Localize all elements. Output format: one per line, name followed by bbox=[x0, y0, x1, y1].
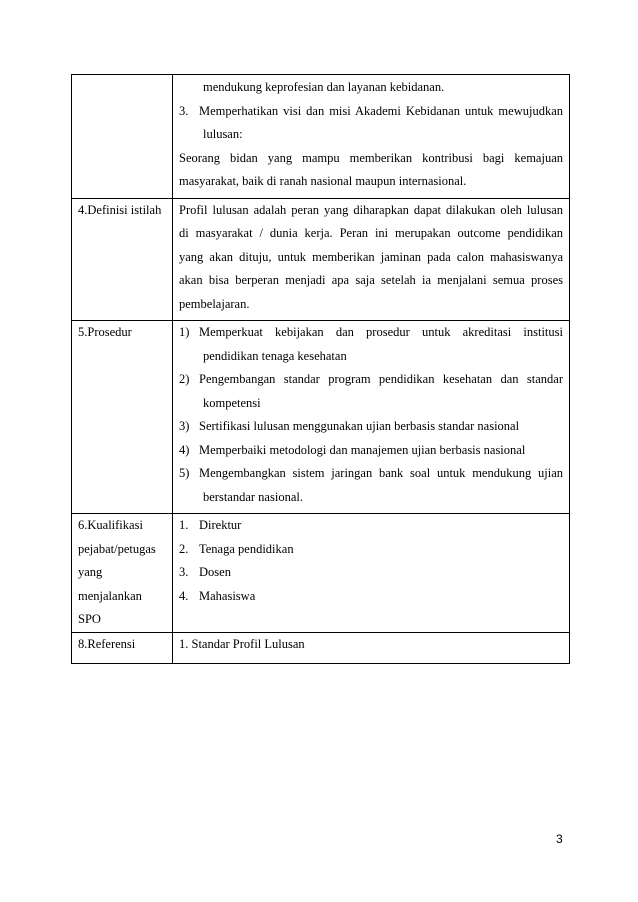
statement-line: Seorang bidan yang mampu memberikan kontribusi bagi kemajuan bbox=[179, 150, 563, 165]
paragraph-line: pembelajaran. bbox=[179, 296, 250, 311]
label-cell bbox=[72, 321, 173, 514]
list-text: Mengembangkan sistem jaringan bank soal untuk mendukung ujian bbox=[199, 466, 563, 480]
table-row-prosedur bbox=[72, 321, 570, 514]
label-cell bbox=[72, 198, 173, 321]
paragraph-line: akan bisa berperan menjadi apa saja setelah ia menjalani semua proses bbox=[179, 273, 563, 287]
list-text-continuation: kompetensi bbox=[203, 395, 261, 410]
list-text: Memperkuat kebijakan dan prosedur untuk akreditasi institusi bbox=[199, 325, 563, 339]
list-item bbox=[179, 321, 563, 345]
row-label: 6.Kualifikasi bbox=[78, 518, 143, 532]
list-number: 2. bbox=[179, 541, 189, 556]
list-number: 2) bbox=[179, 372, 190, 386]
row-label: SPO bbox=[78, 612, 101, 626]
continuation-line: mendukung keprofesian dan layanan kebidanan. bbox=[203, 80, 445, 94]
label-cell bbox=[72, 632, 173, 663]
reference-line: 1. Standar Profil Lulusan bbox=[179, 636, 305, 651]
content-cell-definisi bbox=[173, 198, 570, 321]
list-number: 1) bbox=[179, 325, 190, 339]
label-cell-empty bbox=[72, 75, 173, 199]
list-number: 1. bbox=[179, 518, 189, 532]
table-row-kualifikasi bbox=[72, 514, 570, 633]
list-item bbox=[179, 538, 563, 562]
list-text: Sertifikasi lulusan menggunakan ujian berbasis standar nasional bbox=[199, 419, 520, 433]
statement-line: masyarakat, baik di ranah nasional maupun internasional. bbox=[179, 174, 467, 188]
table-row-definisi bbox=[72, 198, 570, 321]
page-number: 3 bbox=[556, 832, 563, 846]
row-label: 8.Referensi bbox=[78, 636, 136, 651]
row-label: yang bbox=[78, 565, 103, 579]
list-item bbox=[179, 514, 563, 538]
list-text: Dosen bbox=[199, 565, 231, 579]
list-number: 4) bbox=[179, 442, 190, 457]
list-item bbox=[179, 100, 563, 124]
list-item bbox=[179, 561, 563, 585]
label-cell bbox=[72, 514, 173, 633]
content-cell-referensi bbox=[173, 632, 570, 663]
list-text-continuation: lulusan: bbox=[203, 127, 243, 141]
list-item bbox=[179, 439, 563, 463]
list-number: 5) bbox=[179, 466, 190, 480]
list-number: 3) bbox=[179, 419, 190, 433]
list-text: Direktur bbox=[199, 518, 242, 532]
row-label: 4.Definisi istilah bbox=[78, 202, 162, 217]
list-number: 3. bbox=[179, 565, 189, 579]
list-text: Pengembangan standar program pendidikan kesehatan dan standar bbox=[199, 372, 563, 386]
list-number: 4. bbox=[179, 588, 189, 603]
paragraph-line: yang akan dituju, untuk memberikan jaminan pada calon mahasiswanya bbox=[179, 249, 563, 264]
table-row-referensi bbox=[72, 632, 570, 663]
row-label: menjalankan bbox=[78, 588, 142, 603]
list-text: Memperbaiki metodologi dan manajemen ujian berbasis nasional bbox=[199, 442, 526, 457]
paragraph-line: Profil lulusan adalah peran yang diharapkan dapat dilakukan oleh lulusan bbox=[179, 202, 563, 217]
list-item bbox=[179, 462, 563, 486]
list-text: Tenaga pendidikan bbox=[199, 541, 294, 556]
list-text: Memperhatikan visi dan misi Akademi Kebidanan untuk mewujudkan bbox=[199, 103, 563, 118]
list-item bbox=[179, 585, 563, 609]
list-item bbox=[179, 368, 563, 392]
content-cell-kualifikasi bbox=[173, 514, 570, 633]
list-text-continuation: pendidikan tenaga kesehatan bbox=[203, 348, 347, 363]
content-cell-prosedur bbox=[173, 321, 570, 514]
list-item bbox=[179, 415, 563, 439]
table-row-tujuan-continued bbox=[72, 75, 570, 199]
row-label: 5.Prosedur bbox=[78, 325, 132, 339]
row-label: pejabat/petugas bbox=[78, 541, 156, 556]
paragraph-line: di masyarakat / dunia kerja. Peran ini merupakan outcome pendidikan bbox=[179, 226, 563, 240]
list-text-continuation: berstandar nasional. bbox=[203, 489, 303, 504]
spo-table bbox=[71, 74, 570, 664]
content-cell-tujuan bbox=[173, 75, 570, 199]
list-number: 3. bbox=[179, 103, 189, 118]
list-text: Mahasiswa bbox=[199, 588, 256, 603]
